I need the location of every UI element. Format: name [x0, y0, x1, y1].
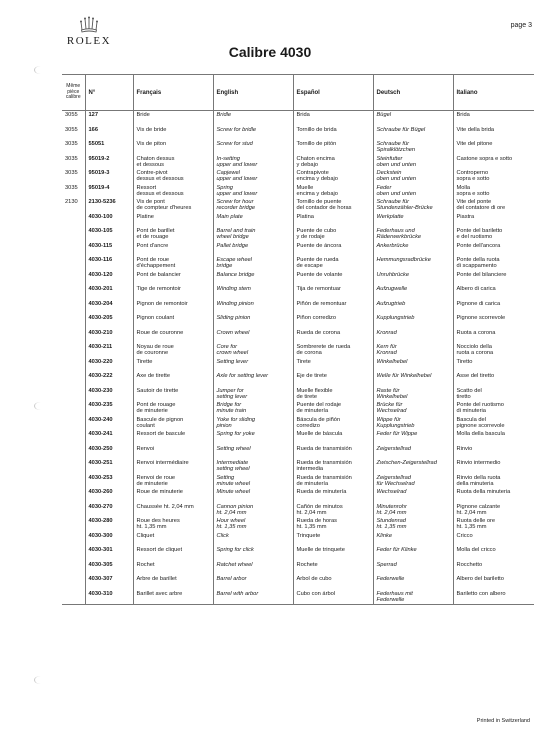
table-row — [62, 488, 534, 503]
cell-meme-piece — [62, 213, 85, 228]
cell-espanol: Tirete — [293, 358, 373, 373]
cell-part-number: 166 — [85, 126, 133, 141]
cell-deutsch: Feder für Wippe — [373, 430, 453, 445]
cell-part-number: 4030-253 — [85, 474, 133, 489]
cell-francais: Axe de tirette — [133, 372, 213, 387]
cell-english: Screw for bridle — [213, 126, 293, 141]
cell-english: Screw for stud — [213, 140, 293, 155]
cell-espanol: Chaton encima y debajo — [293, 155, 373, 170]
cell-deutsch: Zwischen-Zeigerstellrad — [373, 459, 453, 474]
cell-francais: Tirette — [133, 358, 213, 373]
cell-deutsch: Sperrad — [373, 561, 453, 576]
table-row — [62, 561, 534, 576]
cell-deutsch: Minutenrohr ht. 2,04 mm — [373, 503, 453, 518]
table-row — [62, 459, 534, 474]
cell-english: Sliding pinion — [213, 314, 293, 329]
cell-italiano: Castone sopra e sotto — [453, 155, 534, 170]
cell-meme-piece — [62, 459, 85, 474]
cell-francais: Arbre de barillet — [133, 575, 213, 590]
column-header-deutsch: Deutsch — [373, 75, 453, 111]
table-row — [62, 445, 534, 460]
cell-english: Hour wheel ht. 1,35 mm — [213, 517, 293, 532]
cell-francais: Vis de piton — [133, 140, 213, 155]
cell-english: Spring for yoke — [213, 430, 293, 445]
cell-part-number: 4030-240 — [85, 416, 133, 431]
cell-deutsch: Feder für Klinke — [373, 546, 453, 561]
cell-meme-piece — [62, 546, 85, 561]
table-row — [62, 430, 534, 445]
cell-francais: Pont de balancier — [133, 271, 213, 286]
brand-name: ROLEX — [66, 35, 112, 47]
cell-italiano: Pignone scorrevole — [453, 314, 534, 329]
cell-part-number: 4030-241 — [85, 430, 133, 445]
cell-meme-piece — [62, 503, 85, 518]
cell-part-number: 4030-100 — [85, 213, 133, 228]
cell-deutsch: Federhaus mit Federwelle — [373, 590, 453, 605]
cell-meme-piece — [62, 285, 85, 300]
table-row — [62, 111, 534, 126]
cell-deutsch: Schraube für Stundenzähler-Brücke — [373, 198, 453, 213]
cell-francais: Renvoi — [133, 445, 213, 460]
cell-francais: Tige de remontoir — [133, 285, 213, 300]
cell-espanol: Rueda de transmisión de minutería — [293, 474, 373, 489]
cell-espanol: Muelle encima y debajo — [293, 184, 373, 199]
cell-espanol: Báscula de piñón corredizo — [293, 416, 373, 431]
cell-meme-piece: 3035 — [65, 170, 78, 176]
table-row — [62, 198, 534, 213]
cell-meme-piece — [62, 430, 85, 445]
cell-meme-piece: 2130 — [65, 199, 78, 205]
cell-deutsch: Winkelhebel — [373, 358, 453, 373]
cell-meme-piece: 3055 — [65, 112, 78, 118]
cell-deutsch: Ankerbrücke — [373, 242, 453, 257]
cell-francais: Pont de rouage de minuterie — [133, 401, 213, 416]
cell-english: Setting lever — [213, 358, 293, 373]
cell-english: Spring upper and lower — [213, 184, 293, 199]
table-row — [62, 329, 534, 344]
cell-francais: Chaton dessus et dessous — [133, 155, 213, 170]
cell-english: Setting minute wheel — [213, 474, 293, 489]
cell-meme-piece: 3035 — [65, 141, 78, 147]
cell-part-number: 4030-222 — [85, 372, 133, 387]
cell-english: Screw for hour recorder bridge — [213, 198, 293, 213]
cell-english: Pallet bridge — [213, 242, 293, 257]
cell-part-number: 4030-205 — [85, 314, 133, 329]
cell-italiano: Cricco — [453, 532, 534, 547]
cell-english: Minute wheel — [213, 488, 293, 503]
table-header-row — [62, 75, 534, 111]
cell-francais: Renvoi de roue de minuterie — [133, 474, 213, 489]
crown-icon — [79, 16, 99, 34]
cell-meme-piece: 3035 — [65, 155, 78, 162]
column-header-francais: Français — [133, 75, 213, 111]
table-row — [62, 213, 534, 228]
cell-english: Crown wheel — [213, 329, 293, 344]
punch-hole-mark — [34, 676, 47, 684]
cell-italiano: Ruota a corona — [453, 329, 534, 344]
cell-espanol: Rochete — [293, 561, 373, 576]
cell-francais: Roue de minuterie — [133, 488, 213, 503]
cell-espanol: Rueda de transmisión intermedia — [293, 459, 373, 474]
cell-meme-piece — [62, 401, 85, 416]
table-row — [62, 155, 534, 170]
cell-espanol: Rueda de corona — [293, 329, 373, 344]
cell-part-number: 4030-270 — [85, 503, 133, 518]
cell-deutsch: Hemmungsradbrücke — [373, 256, 453, 271]
cell-part-number: 4030-310 — [85, 590, 133, 605]
cell-italiano: Brida — [453, 111, 534, 126]
cell-espanol: Sombrerete de rueda de corona — [293, 343, 373, 358]
rolex-logo — [57, 16, 121, 47]
cell-francais: Cliquet — [133, 532, 213, 547]
cell-part-number: 4030-210 — [85, 329, 133, 344]
cell-francais: Vis de bride — [133, 126, 213, 141]
cell-part-number: 4030-280 — [85, 517, 133, 532]
cell-part-number: 4030-235 — [85, 401, 133, 416]
cell-deutsch: Aufzugtrieb — [373, 300, 453, 315]
cell-deutsch: Federhaus und Räderwerkbrücke — [373, 227, 453, 242]
cell-meme-piece — [62, 300, 85, 315]
cell-francais: Pont d'ancre — [133, 242, 213, 257]
cell-meme-piece — [62, 590, 85, 605]
cell-deutsch: Deckstein oben und unten — [373, 169, 453, 184]
table-row — [62, 314, 534, 329]
cell-espanol: Puente de rueda de escape — [293, 256, 373, 271]
cell-meme-piece: 3035 — [65, 184, 78, 191]
cell-espanol: Puente de áncora — [293, 242, 373, 257]
cell-italiano: Asse del tiretto — [453, 372, 534, 387]
cell-italiano: Albero di carica — [453, 285, 534, 300]
cell-francais: Rochet — [133, 561, 213, 576]
table-row — [62, 474, 534, 489]
cell-francais: Bascule de pignon coulant — [133, 416, 213, 431]
cell-espanol: Cañón de minutos ht. 2,04 mm — [293, 503, 373, 518]
parts-table — [62, 74, 534, 605]
cell-meme-piece: 3055 — [65, 126, 78, 133]
table-row — [62, 184, 534, 199]
cell-part-number: 95019-4 — [85, 184, 133, 199]
cell-francais: Pignon coulant — [133, 314, 213, 329]
table-row — [62, 242, 534, 257]
cell-francais: Ressort dessus et dessous — [133, 184, 213, 199]
cell-meme-piece — [62, 416, 85, 431]
cell-meme-piece — [62, 488, 85, 503]
cell-espanol: Tija de remontuar — [293, 285, 373, 300]
cell-italiano: Nocciolo della ruota a corona — [453, 343, 534, 358]
cell-italiano: Ruota della minuteria — [453, 488, 534, 503]
punch-hole-mark — [34, 66, 47, 74]
table-row — [62, 401, 534, 416]
cell-espanol: Muelle de trinquete — [293, 546, 373, 561]
table-row — [62, 256, 534, 271]
cell-part-number: 4030-301 — [85, 546, 133, 561]
cell-part-number: 4030-300 — [85, 532, 133, 547]
cell-deutsch: Feder oben und unten — [373, 184, 453, 199]
cell-meme-piece — [62, 227, 85, 242]
cell-meme-piece — [62, 561, 85, 576]
cell-deutsch: Bügel — [373, 111, 453, 126]
cell-deutsch: Unruhbrücke — [373, 271, 453, 286]
cell-deutsch: Klinke — [373, 532, 453, 547]
table-row — [62, 140, 534, 155]
cell-part-number: 4030-260 — [85, 488, 133, 503]
cell-english: Core for crown wheel — [213, 343, 293, 358]
cell-francais: Chaussée ht. 2,04 mm — [133, 503, 213, 518]
cell-deutsch: Aufzugwelle — [373, 285, 453, 300]
cell-meme-piece — [62, 271, 85, 286]
cell-espanol: Rueda de transmisión — [293, 445, 373, 460]
cell-deutsch: Schraube für Spiralklötzchen — [373, 140, 453, 155]
page-number: page 3 — [510, 22, 532, 29]
cell-part-number: 127 — [85, 111, 133, 126]
cell-espanol: Tornillo de puente del contador de horas — [293, 198, 373, 213]
cell-espanol: Platina — [293, 213, 373, 228]
cell-italiano: Ponte del bariletto e del ruotismo — [453, 227, 534, 242]
cell-english: Escape wheel bridge — [213, 256, 293, 271]
table-row — [62, 387, 534, 402]
cell-meme-piece — [62, 445, 85, 460]
cell-francais: Ressort de cliquet — [133, 546, 213, 561]
cell-part-number: 4030-201 — [85, 285, 133, 300]
cell-deutsch: Federwelle — [373, 575, 453, 590]
cell-italiano: Scatto del tiretto — [453, 387, 534, 402]
cell-francais: Noyau de roue de couronne — [133, 343, 213, 358]
table-row — [62, 575, 534, 590]
cell-espanol: Arbol de cubo — [293, 575, 373, 590]
cell-part-number: 4030-116 — [85, 256, 133, 271]
cell-italiano: Rinvio della ruota della minuteria — [453, 474, 534, 489]
cell-espanol: Piñon corredizo — [293, 314, 373, 329]
cell-italiano: Ponte del ruotismo di minuteria — [453, 401, 534, 416]
cell-english: Yoke for sliding pinion — [213, 416, 293, 431]
cell-part-number: 4030-220 — [85, 358, 133, 373]
cell-part-number: 4030-305 — [85, 561, 133, 576]
cell-deutsch: Zeigerstellrad für Wechselrad — [373, 474, 453, 489]
table-row — [62, 271, 534, 286]
cell-italiano: Vite della brida — [453, 126, 534, 141]
cell-english: Axle for setting lever — [213, 372, 293, 387]
cell-part-number: 4030-105 — [85, 227, 133, 242]
printed-note: Printed in Switzerland — [476, 718, 530, 724]
cell-italiano: Rinvio intermedio — [453, 459, 534, 474]
column-header-english: English — [213, 75, 293, 111]
cell-english: Cannon pinion ht. 2,04 mm — [213, 503, 293, 518]
cell-part-number: 4030-204 — [85, 300, 133, 315]
table-row — [62, 126, 534, 141]
cell-espanol: Piñón de remontuar — [293, 300, 373, 315]
cell-meme-piece — [62, 256, 85, 271]
cell-espanol: Brida — [293, 111, 373, 126]
column-header-number: N° — [85, 75, 133, 111]
cell-english: Setting wheel — [213, 445, 293, 460]
column-header-meme: Même pièce calibre — [62, 75, 85, 111]
cell-italiano: Molla sopra e sotto — [453, 184, 534, 199]
cell-deutsch: Kronrad — [373, 329, 453, 344]
table-row — [62, 300, 534, 315]
cell-deutsch: Stundenrad ht. 1,35 mm — [373, 517, 453, 532]
table-row — [62, 503, 534, 518]
cell-meme-piece — [62, 314, 85, 329]
cell-italiano: Ruota delle ore ht. 1,35 mm — [453, 517, 534, 532]
cell-english: Winding pinion — [213, 300, 293, 315]
cell-meme-piece — [62, 474, 85, 489]
cell-espanol: Tornillo de pitón — [293, 140, 373, 155]
cell-italiano: Albero del bariletto — [453, 575, 534, 590]
cell-meme-piece — [62, 329, 85, 344]
cell-deutsch: Zeigerstellrad — [373, 445, 453, 460]
table-row — [62, 517, 534, 532]
table-row — [62, 285, 534, 300]
cell-english: Main plate — [213, 213, 293, 228]
cell-francais: Bride — [133, 111, 213, 126]
cell-italiano: Vite del ponte del contatore di ore — [453, 198, 534, 213]
table-row — [62, 358, 534, 373]
cell-deutsch: Brücke für Wechselrad — [373, 401, 453, 416]
cell-espanol: Muelle flexible de tirete — [293, 387, 373, 402]
cell-francais: Platine — [133, 213, 213, 228]
cell-francais: Roue des heures ht. 1,35 mm — [133, 517, 213, 532]
cell-francais: Vis de pont de compteur d'heures — [133, 198, 213, 213]
cell-espanol: Eje de tirete — [293, 372, 373, 387]
cell-italiano: Ponte dell'ancora — [453, 242, 534, 257]
cell-deutsch: Schraube für Bügel — [373, 126, 453, 141]
cell-english: Barrel with arbor — [213, 590, 293, 605]
cell-part-number: 4030-120 — [85, 271, 133, 286]
cell-deutsch: Steinfutter oben und unten — [373, 155, 453, 170]
cell-italiano: Contropernо sopra e sotto — [453, 169, 534, 184]
cell-meme-piece — [62, 387, 85, 402]
table-row — [62, 416, 534, 431]
cell-deutsch: Wechselrad — [373, 488, 453, 503]
cell-meme-piece — [62, 343, 85, 358]
cell-deutsch: Werkplatte — [373, 213, 453, 228]
cell-part-number: 55051 — [85, 140, 133, 155]
cell-francais: Sautoir de tirette — [133, 387, 213, 402]
column-header-italiano: Italiano — [453, 75, 534, 111]
table-row — [62, 590, 534, 605]
table-row — [62, 372, 534, 387]
cell-espanol: Trinquete — [293, 532, 373, 547]
cell-italiano: Ponte della ruota di scappamento — [453, 256, 534, 271]
cell-francais: Roue de couronne — [133, 329, 213, 344]
cell-francais: Renvoi intermédiaire — [133, 459, 213, 474]
cell-part-number: 4030-115 — [85, 242, 133, 257]
cell-deutsch: Welle für Winkelhebel — [373, 372, 453, 387]
table-row — [62, 227, 534, 242]
cell-italiano: Tiretto — [453, 358, 534, 373]
cell-espanol: Tornillo de brida — [293, 126, 373, 141]
cell-deutsch: Kupplungstrieb — [373, 314, 453, 329]
cell-english: Capjewel upper and lower — [213, 169, 293, 184]
cell-francais: Pignon de remontoir — [133, 300, 213, 315]
cell-francais: Ressort de bascule — [133, 430, 213, 445]
cell-part-number: 2130-5236 — [85, 198, 133, 213]
cell-english: Spring for click — [213, 546, 293, 561]
cell-italiano: Ponte del bilanciere — [453, 271, 534, 286]
cell-part-number: 4030-250 — [85, 445, 133, 460]
cell-francais: Pont de barillet et de rouage — [133, 227, 213, 242]
cell-italiano: Pignone calzante ht. 2,04 mm — [453, 503, 534, 518]
cell-part-number: 4030-230 — [85, 387, 133, 402]
cell-espanol: Puente del rodaje de minutería — [293, 401, 373, 416]
cell-english: Barrel and train wheel bridge — [213, 227, 293, 242]
cell-francais: Barillet avec arbre — [133, 590, 213, 605]
cell-part-number: 95019-2 — [85, 155, 133, 170]
cell-part-number: 4030-251 — [85, 459, 133, 474]
cell-part-number: 4030-307 — [85, 575, 133, 590]
cell-english: Jumper for setting lever — [213, 387, 293, 402]
page-title: Calibre 4030 — [228, 44, 312, 60]
cell-english: Intermediate setting wheel — [213, 459, 293, 474]
cell-meme-piece — [62, 532, 85, 547]
cell-english: Click — [213, 532, 293, 547]
cell-francais: Pont de roue d'échappement — [133, 256, 213, 271]
cell-english: Ratchet wheel — [213, 561, 293, 576]
column-header-espanol: Español — [293, 75, 373, 111]
cell-italiano: Bascula del pignone scorrevole — [453, 416, 534, 431]
cell-deutsch: Wippe für Kupplungstrieb — [373, 416, 453, 431]
cell-italiano: Vite del pitone — [453, 140, 534, 155]
cell-deutsch: Kern für Kronrad — [373, 343, 453, 358]
cell-espanol: Cubo con árbol — [293, 590, 373, 605]
punch-hole-mark — [34, 402, 47, 410]
cell-english: In-setting upper and lower — [213, 155, 293, 170]
cell-italiano: Molla del cricco — [453, 546, 534, 561]
table-row — [62, 343, 534, 358]
table-row — [62, 169, 534, 184]
cell-espanol: Puente de cubo y de rodaje — [293, 227, 373, 242]
cell-meme-piece — [62, 358, 85, 373]
cell-italiano: Pignone di carica — [453, 300, 534, 315]
cell-italiano: Bariletto con albero — [453, 590, 534, 605]
cell-english: Balance bridge — [213, 271, 293, 286]
cell-meme-piece — [62, 517, 85, 532]
cell-part-number: 4030-211 — [85, 343, 133, 358]
table-row — [62, 532, 534, 547]
cell-meme-piece — [62, 575, 85, 590]
cell-italiano: Piastra — [453, 213, 534, 228]
cell-francais: Contre-pivot dessus et dessous — [133, 169, 213, 184]
cell-english: Winding stem — [213, 285, 293, 300]
cell-meme-piece — [62, 372, 85, 387]
cell-english: Bridle — [213, 111, 293, 126]
cell-english: Bridge for minute train — [213, 401, 293, 416]
cell-meme-piece — [62, 242, 85, 257]
cell-espanol: Rueda de minutería — [293, 488, 373, 503]
cell-italiano: Molla della bascula — [453, 430, 534, 445]
table-row — [62, 546, 534, 561]
cell-espanol: Rueda de horas ht. 1,35 mm — [293, 517, 373, 532]
cell-deutsch: Raste für Winkelhebel — [373, 387, 453, 402]
cell-italiano: Rinvio — [453, 445, 534, 460]
cell-italiano: Rocchetto — [453, 561, 534, 576]
cell-english: Barrel arbor — [213, 575, 293, 590]
cell-espanol: Puente de volante — [293, 271, 373, 286]
cell-espanol: Muelle de báscula — [293, 430, 373, 445]
cell-espanol: Contrapivote encima y debajo — [293, 169, 373, 184]
cell-part-number: 95019-3 — [85, 169, 133, 184]
